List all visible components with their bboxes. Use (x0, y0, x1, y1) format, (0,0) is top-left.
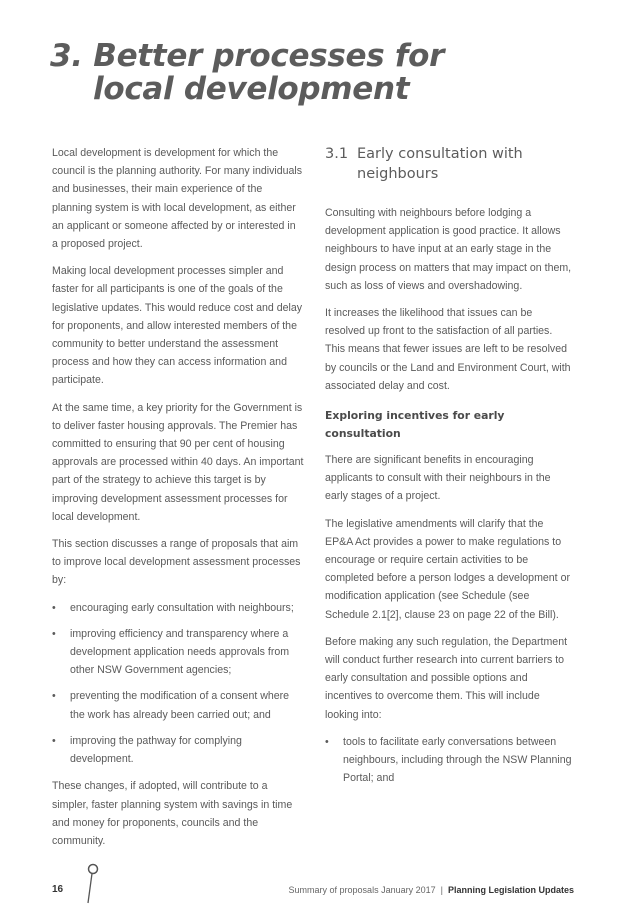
body-paragraph: Consulting with neighbours before lodging a development application is good practice. It allows neighbours to have input at an early stage in the design process on matters that may impact on them, such as loss of views and overshadowing. (325, 207, 572, 292)
body-paragraph: This section discusses a range of proposals that aim to improve local development assessment processes by: (52, 538, 301, 587)
section-number: 3.1 (325, 146, 349, 162)
body-paragraph: Making local development processes simpler and faster for all participants is one of the goals of the legislative updates. This would reduce cost and delay for proponents, and allow interested members of the community to better understand the assessment process and how they can access information and participate. (52, 265, 303, 387)
footer-info (289, 884, 574, 896)
list-item: • preventing the modification of a consent where the work has already been carried out; and (52, 687, 304, 723)
right-column (325, 144, 573, 796)
body-paragraph: Before making any such regulation, the Department will conduct further research into current barriers to early consultation and possible options and incentives to overcome them. This will include looking into: (325, 635, 568, 721)
body-paragraph: The legislative amendments will clarify that the EP&A Act provides a power to make regulations to encourage or require certain activities to be completed before a person lodges a development or modification application (see Schedule (see Schedule 2.1[2], clause 23 on page 22 of the Bill). (325, 517, 570, 621)
list-item: • encouraging early consultation with neighbours; (52, 599, 304, 617)
body-paragraph: Local development is development for which the council is the planning authority. For many individuals and businesses, their main experience of the planning system is with local development, as either an applicant or someone affected by or interested in a proposed project. (52, 147, 303, 251)
page-number: 16 (52, 884, 64, 895)
left-column (52, 144, 304, 859)
body-paragraph: At the same time, a key priority for the Government is to deliver faster housing approvals. The Premier has committed to ensuring that 90 per cent of housing approvals are processed within 40 days. An important part of the strategy to achieve this target is by improving development assessment processes for local development. (52, 401, 304, 523)
document-title: Planning Legislation Updates (447, 885, 574, 895)
body-paragraph: It increases the likelihood that issues can be resolved up front to the satisfaction of all parties. This means that fewer issues are left to be resolved by councils or the Land and Environment Court, with associated delay and cost. (325, 307, 571, 392)
body-paragraph: There are significant benefits in encouraging applicants to consult with their neighbours in the early stages of a project. (325, 454, 551, 503)
list-item: • improving the pathway for complying development. (52, 732, 304, 768)
list-item: • tools to facilitate early conversations between neighbours, including through the NSW Planning Portal; and (325, 733, 573, 788)
page-title (50, 40, 444, 106)
map-pin-icon (86, 863, 100, 905)
document-info: Summary of proposals January 2017 (288, 885, 436, 895)
page-title-line-1: 3. Better processes for (50, 38, 445, 74)
footer-separator: | (440, 885, 443, 895)
section-title: Early consultation with neighbours (357, 146, 523, 182)
list-item: • improving efficiency and transparency where a development application needs approvals from other NSW Government agencies; (52, 625, 304, 680)
subheading: Exploring incentives for early consultation (325, 409, 505, 441)
proposal-list (52, 599, 304, 769)
closing-paragraph: These changes, if adopted, will contribute to a simpler, faster planning system with savings in time and money for proponents, councils and the community. (52, 780, 293, 847)
research-list (325, 733, 573, 788)
page-title-line-2: local development (93, 71, 410, 107)
section-heading (325, 144, 573, 184)
